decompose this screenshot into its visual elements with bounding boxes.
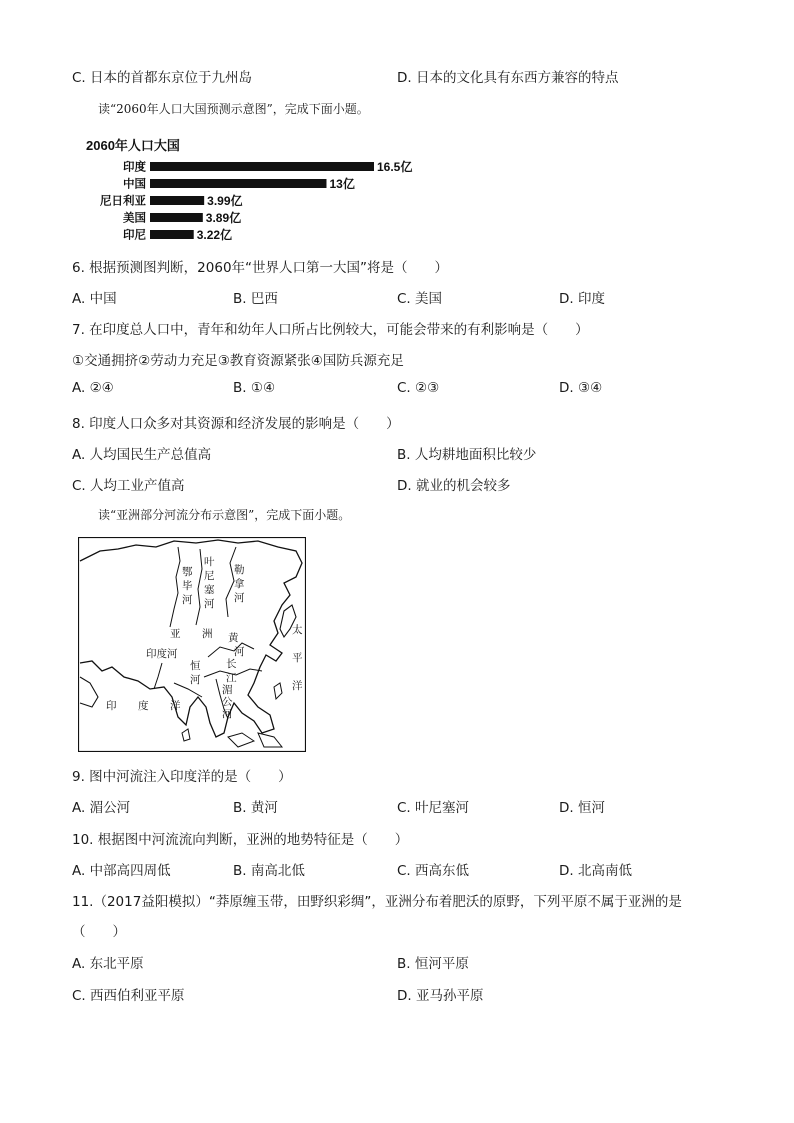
label-indian-ocean-3: 洋: [170, 700, 181, 712]
label-yenisei-2: 尼: [204, 570, 215, 582]
q11-option-c[interactable]: C. 西西伯利亚平原: [72, 988, 185, 1004]
q10-option-b[interactable]: B. 南高北低: [233, 863, 305, 879]
q7-items: ①交通拥挤②劳动力充足③教育资源紧张④国防兵源充足: [72, 353, 404, 369]
label-yellow-2: 河: [234, 646, 245, 658]
chart-value-label: 3.22亿: [196, 228, 233, 242]
label-indian-ocean-1: 印: [106, 700, 117, 712]
chart-bar: [150, 196, 204, 205]
label-yenisei-3: 塞: [204, 584, 215, 596]
label-yenisei-1: 叶: [204, 556, 215, 568]
q7-stem: 7. 在印度总人口中，青年和幼年人口所占比例较大，可能会带来的有利影响是（ ）: [72, 322, 589, 338]
q11-stem-cont: （ ）: [72, 924, 126, 940]
q8-option-d[interactable]: D. 就业的机会较多: [397, 478, 511, 494]
q11-option-a[interactable]: A. 东北平原: [72, 956, 144, 972]
q8-option-c[interactable]: C. 人均工业产值高: [72, 478, 185, 494]
chart-category-label: 美国: [123, 212, 146, 225]
label-mekong-3: 河: [222, 708, 233, 720]
q10-stem: 10. 根据图中河流流向判断，亚洲的地势特征是（ ）: [72, 832, 409, 848]
q7-option-a[interactable]: A. ②④: [72, 380, 114, 396]
q7-option-d[interactable]: D. ③④: [559, 380, 603, 396]
q9-option-c[interactable]: C. 叶尼塞河: [397, 800, 470, 816]
label-ganges-1: 恒: [190, 660, 201, 672]
q5-option-c: C. 日本的首都东京位于九州岛: [72, 70, 253, 86]
q9-option-a[interactable]: A. 湄公河: [72, 800, 131, 816]
chart-category-label: 尼日利亚: [100, 195, 146, 208]
label-yangtze-1: 长: [226, 658, 237, 670]
q7-option-c[interactable]: C. ②③: [397, 380, 440, 396]
q6-stem: 6. 根据预测图判断，2060年“世界人口第一大国”将是（ ）: [72, 260, 449, 276]
q11-option-d[interactable]: D. 亚马孙平原: [397, 988, 484, 1004]
chart-bar: [150, 213, 203, 222]
label-ob-2: 毕: [182, 580, 193, 592]
chart-category-label: 印度: [123, 161, 146, 174]
chart-category-label: 中国: [123, 178, 146, 191]
chart-value-label: 16.5亿: [377, 160, 413, 174]
q6-option-a[interactable]: A. 中国: [72, 291, 117, 307]
label-yellow-1: 黄: [228, 632, 239, 644]
q8-option-a[interactable]: A. 人均国民生产总值高: [72, 447, 212, 463]
q6-option-b[interactable]: B. 巴西: [233, 291, 278, 307]
label-pacific-3: 洋: [292, 680, 303, 692]
q11-stem: 11.（2017益阳模拟）“莽原缠玉带，田野织彩绸”，亚洲分布着肥沃的原野，下列平原不属于亚洲的是: [72, 894, 682, 910]
population-bar-chart: [84, 134, 424, 242]
q11-option-b[interactable]: B. 恒河平原: [397, 956, 469, 972]
q10-option-d[interactable]: D. 北高南低: [559, 863, 632, 879]
label-mekong-1: 湄: [222, 684, 233, 696]
label-yenisei-4: 河: [204, 598, 215, 610]
label-ob-1: 鄂: [182, 566, 193, 578]
label-ob-3: 河: [182, 594, 193, 606]
q8-option-b[interactable]: B. 人均耕地面积比较少: [397, 447, 537, 463]
label-asia-1: 亚: [170, 628, 181, 640]
label-ganges-2: 河: [190, 674, 201, 686]
chart-intro: 读“2060年人口大国预测示意图”，完成下面小题。: [98, 102, 369, 116]
chart-bar: [150, 162, 374, 171]
chart-value-label: 13亿: [329, 177, 355, 191]
chart-bar: [150, 179, 326, 188]
label-indus: 印度河: [146, 648, 178, 660]
label-asia-2: 洲: [202, 628, 213, 640]
q7-option-b[interactable]: B. ①④: [233, 380, 276, 396]
chart-title: 2060年人口大国: [86, 138, 180, 153]
label-mekong-2: 公: [222, 696, 233, 708]
map-intro: 读“亚洲部分河流分布示意图”，完成下面小题。: [98, 508, 351, 522]
q8-stem: 8. 印度人口众多对其资源和经济发展的影响是（ ）: [72, 416, 400, 432]
label-yangtze-2: 江: [226, 672, 237, 684]
chart-value-label: 3.99亿: [207, 194, 243, 208]
label-pacific-2: 平: [292, 652, 303, 664]
label-lena-3: 河: [234, 592, 245, 604]
q9-option-b[interactable]: B. 黄河: [233, 800, 278, 816]
label-indian-ocean-2: 度: [138, 700, 149, 712]
chart-value-label: 3.89亿: [205, 211, 242, 225]
chart-bar: [150, 230, 194, 239]
chart-category-label: 印尼: [123, 229, 146, 242]
q5-option-d: D. 日本的文化具有东西方兼容的特点: [397, 70, 619, 86]
q10-option-c[interactable]: C. 西高东低: [397, 863, 470, 879]
q10-option-a[interactable]: A. 中部高四周低: [72, 863, 171, 879]
q9-option-d[interactable]: D. 恒河: [559, 800, 605, 816]
q6-option-d[interactable]: D. 印度: [559, 291, 605, 307]
label-lena-1: 勒: [234, 564, 245, 576]
label-lena-2: 拿: [234, 578, 245, 590]
q6-option-c[interactable]: C. 美国: [397, 291, 443, 307]
label-pacific-1: 太: [292, 624, 303, 636]
asia-rivers-map: [78, 537, 306, 752]
q9-stem: 9. 图中河流注入印度洋的是（ ）: [72, 769, 292, 785]
